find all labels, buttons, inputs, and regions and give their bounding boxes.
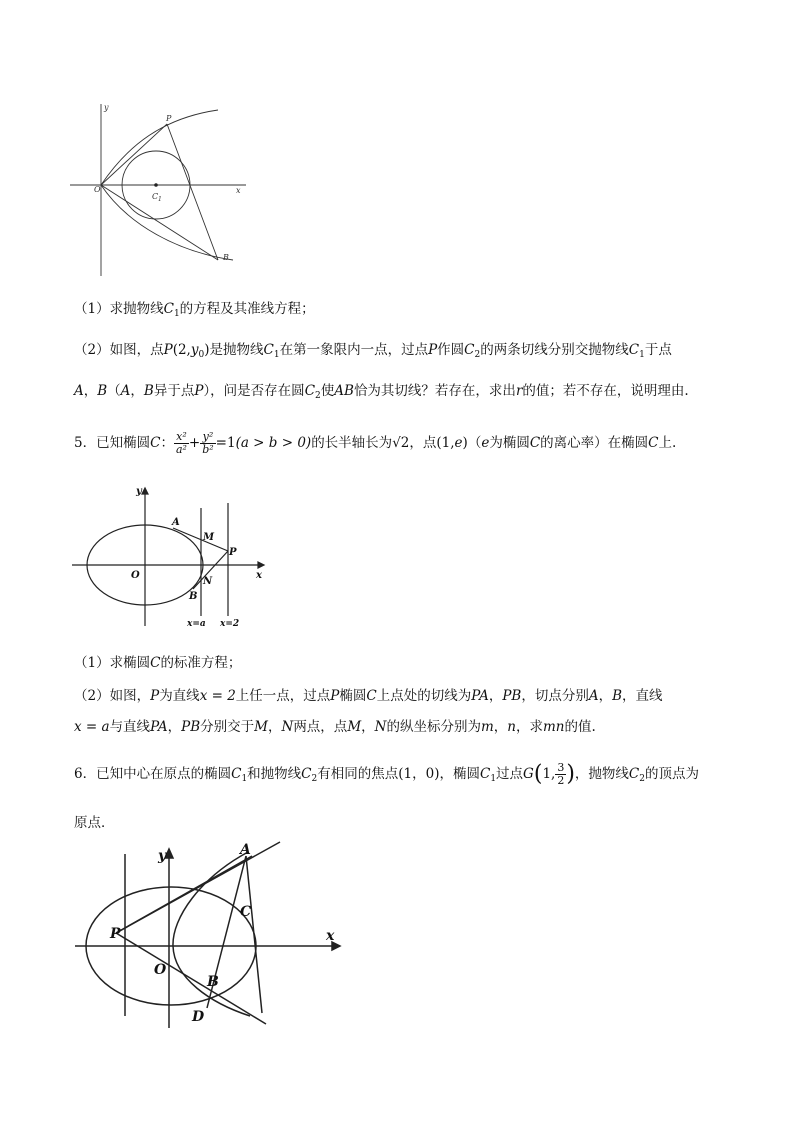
q4-part2-line2: A，B（A，B异于点P），问是否存在圆$C_2$使AB恰为其切线？若存在，求出r的值；若不存在，说明理由.	[74, 383, 689, 401]
label-p: P	[110, 926, 121, 942]
fraction-y2-b2: $\frac{\text{y²}}{\text{b²}}$	[202, 430, 214, 456]
label-o: O	[154, 962, 167, 978]
q5-part1: （1）求椭圆C的标准方程；	[74, 655, 242, 671]
label-y: y	[158, 848, 167, 864]
label-a: A	[240, 842, 251, 858]
label-c1: C	[152, 192, 159, 201]
line-pa-extended	[116, 856, 252, 933]
label-m: M	[203, 532, 215, 543]
label-b: B	[207, 974, 219, 990]
label-x-eq-2: x=2	[220, 619, 240, 628]
label-a: A	[172, 517, 180, 528]
label-x: x	[236, 186, 241, 195]
chord-ab	[246, 856, 262, 1013]
label-b: B	[223, 253, 229, 262]
q4-part1: （1）求抛物线$C_1$的方程及其准线方程；	[74, 301, 315, 319]
figure-parabola-circle	[68, 100, 258, 280]
label-p: P	[166, 114, 172, 123]
q5-part2-line1: （2）如图，P为直线x = 2上任一点，过点P椭圆C上点处的切线为PA，PB，切点分别A，B，直线	[74, 688, 663, 704]
label-p: P	[229, 547, 237, 558]
parabola-upper-branch	[101, 110, 218, 185]
label-b: B	[189, 591, 198, 602]
figure-ellipse-parabola	[70, 838, 350, 1033]
label-o: O	[131, 570, 140, 581]
label-c: C	[240, 904, 252, 920]
label-n: N	[203, 576, 213, 587]
parabola-lower-branch	[101, 185, 233, 260]
q5-stem: 5．已知椭圆C： $\frac{\text{x²}}{\text{a²}}$ + $\frac{\text{y²}}{\text{b²}}$ =1(a > b > 0)的长半轴长为√2，点(1,e)（e为椭圆C的离心率）在椭圆C上.	[74, 430, 677, 456]
label-d: D	[192, 1009, 205, 1025]
label-o: O	[94, 185, 101, 194]
y-axis-arrow	[165, 849, 173, 858]
figure-ellipse-tangents	[70, 478, 270, 628]
q6-line1: 6．已知中心在原点的椭圆$C_1$和抛物线$C_2$有相同的焦点(1，0)，椭圆$C_1$过点G(1, $\frac{3}{2}$ )，抛物线$C_2$的顶点为	[74, 761, 699, 787]
center-point	[154, 183, 158, 187]
q5-part2-line2: x = a与直线PA，PB分别交于M，N两点，点M，N的纵坐标分别为m，n，求mn的值.	[74, 719, 596, 735]
x-axis-arrow	[258, 562, 264, 568]
label-y: y	[104, 103, 109, 112]
tangent-pb	[167, 124, 218, 260]
label-x: x	[256, 570, 262, 581]
label-c1-sub: 1	[158, 196, 162, 203]
label-x: x	[326, 928, 335, 944]
label-y: y	[136, 486, 142, 497]
tangent-op	[101, 124, 167, 185]
y-axis-arrow	[142, 488, 148, 494]
q4-part2-line1: （2）如图，点$P(2,y_0)$是抛物线$C_1$在第一象限内一点，过点P作圆$C_2$的两条切线分别交抛物线$C_1$于点	[74, 342, 672, 360]
label-x-eq-a: x=a	[187, 619, 206, 628]
q6-line2: 原点．	[74, 815, 115, 831]
fraction-3-2: $\frac{3}{2}$	[557, 761, 565, 787]
fraction-x2-a2: $\frac{\text{x²}}{\text{a²}}$	[175, 430, 187, 456]
